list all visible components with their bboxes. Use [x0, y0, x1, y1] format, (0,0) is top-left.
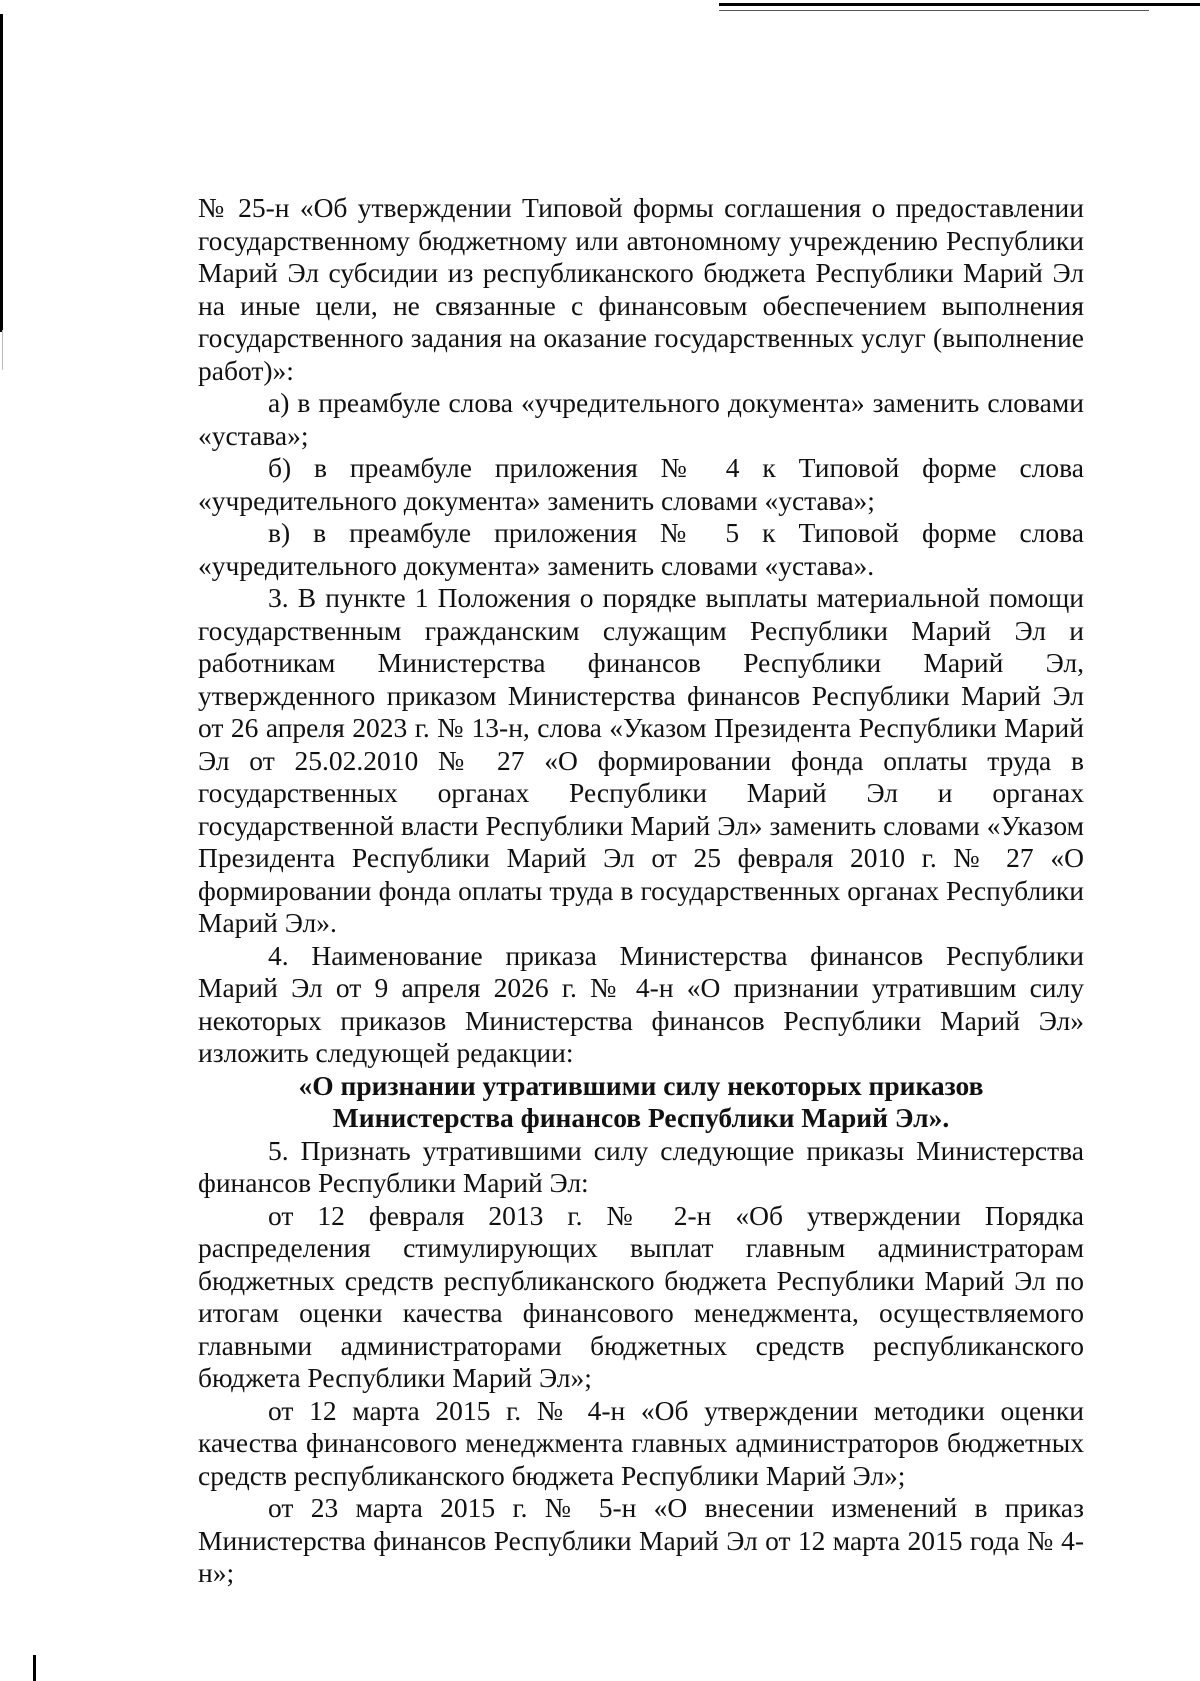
paragraph-item-a: а) в преамбуле слова «учредительного документа» заменить словами «устава»; [198, 387, 1084, 451]
paragraph-item-b: б) в преамбуле приложения № 4 к Типовой форме слова «учредительного документа» заменить словами «устава»; [198, 452, 1084, 516]
paragraph-order-2015-4n: от 12 марта 2015 г. № 4-н «Об утверждении методики оценки качества финансового менеджмента главных администраторов бюджетных средств республиканского бюджета Республики Марий Эл»; [198, 1394, 1084, 1491]
document-page [198, 192, 1084, 1590]
paragraph-continuation: № 25-н «Об утверждении Типовой формы соглашения о предоставлении государственному бюджетному или автономному учреждению Республики Марий Эл субсидии из республиканского бюджета Республики Марий Эл на иные цели, не связанные с финансовым обеспечением выполнения государственного задания на оказание государственных услуг (выполнение работ)»: [198, 192, 1084, 386]
paragraph-item-v: в) в преамбуле приложения № 5 к Типовой форме слова «учредительного документа» заменить словами «устава». [198, 517, 1084, 581]
paragraph-point-4: 4. Наименование приказа Министерства финансов Республики Марий Эл от 9 апреля 2026 г. № 4-н «О признании утратившим силу некоторых приказов Министерства финансов Республики Марий Эл» изложить следующей редакции: [198, 939, 1084, 1068]
scan-tick-bottom [33, 1655, 36, 1681]
paragraph-order-2013: от 12 февраля 2013 г. № 2-н «Об утверждении Порядка распределения стимулирующих выплат главным администраторам бюджетных средств республиканского бюджета Республики Марий Эл по итогам оценки качества финансового менеджмента, осуществляемого главными администраторами бюджетных средств республиканского бюджета Республики Марий Эл»; [198, 1199, 1084, 1393]
paragraph-order-2015-5n: от 23 марта 2015 г. № 5-н «О внесении изменений в приказ Министерства финансов Республики Марий Эл от 12 марта 2015 года № 4-н»; [198, 1492, 1084, 1588]
scan-edge-left [0, 14, 3, 332]
heading-line-1: «О признании утратившими силу некоторых приказов [298, 1069, 984, 1101]
scan-edge-top-thin [719, 10, 1149, 11]
scan-edge-left-faint [2, 330, 3, 370]
paragraph-point-3: 3. В пункте 1 Положения о порядке выплаты материальной помощи государственным гражданским служащим Республики Марий Эл и работникам Министерства финансов Республики Марий Эл, утвержденного приказом Министерства финансов Республики Марий Эл от 26 апреля 2023 г. № 13-н, слова «Указом Президента Республики Марий Эл от 25.02.2010 № 27 «О формировании фонда оплаты труда в государственных органах Республики Марий Эл и органах государственной власти Республики Марий Эл» заменить словами «Указом Президента Республики Марий Эл от 25 февраля 2010 г. № 27 «О формировании фонда оплаты труда в государственных органах Республики Марий Эл». [198, 582, 1084, 938]
heading-line-2: Министерства финансов Республики Марий Эл». [332, 1102, 950, 1133]
scan-edge-top [719, 3, 1200, 6]
paragraph-point-5: 5. Признать утратившими силу следующие приказы Министерства финансов Республики Марий Эл: [198, 1134, 1084, 1198]
